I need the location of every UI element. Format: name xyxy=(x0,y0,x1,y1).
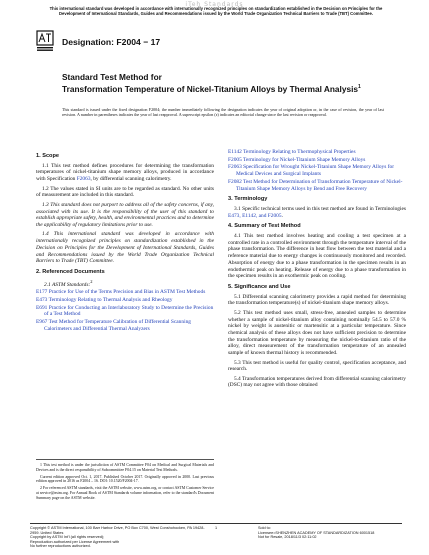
paragraph-1-3: 1.3 This standard does not purport to address all of the safety concerns, if any, associated with its use. It is the responsibility of the user of this standard to establish appropriate safety, health, and environmental practices and to determine the applicability of regulatory limitations prior to use. xyxy=(36,201,214,228)
title-line2 xyxy=(62,82,382,94)
reference-item xyxy=(36,319,214,332)
reference-item xyxy=(228,164,406,177)
footer-line: Not for Resale, 2018/11/3 02:11:02 xyxy=(258,535,317,540)
reference-item xyxy=(228,157,406,164)
text-span: 2.1 ASTM Standards: xyxy=(44,281,91,288)
footer-line: Sold to: xyxy=(258,526,271,530)
reference-item xyxy=(228,149,406,156)
paragraph-5-3: 5.3 This test method is useful for quality control, specification acceptance, and research. xyxy=(228,359,406,373)
title-block xyxy=(62,72,382,94)
watermark: iTeh Standards xyxy=(185,1,244,8)
link-f2063[interactable]: F2063 xyxy=(76,176,91,183)
footnote-1-edition: Current edition approved Oct. 1, 2017. Published October 2017. Originally approved in 2000. Last previous edition approved in 2016 as F2004 – 16. DOI: 10.1520/F2004-17. xyxy=(36,474,214,484)
left-column xyxy=(36,149,214,333)
reference-title: Test Method for Determination of Transformation Temperature of Nickel-Titanium Shape Memory Alloys by Bend and Free Recovery xyxy=(236,178,403,192)
reference-title: Terminology Relating to Thermophysical Properties xyxy=(243,149,356,155)
paragraph-5-2: 5.2 This test method uses small, stress-free, annealed samples to determine whether a sample of nickel-titanium alloy containing nominally 54.5 to 57.0 % nickel by weight is austenitic or martensitic at a particular temperature. Since chemical analysis of these alloys does not have sufficient precision to determine the transformation temperature by measuring the nickel-to-titanium ratio of the alloy, direct measurement of the transformation temperature of an annealed sample of known thermal history is recommended. xyxy=(228,309,406,357)
reference-title: Terminology Relating to Thermal Analysis and Rheology xyxy=(48,296,173,303)
footer-line: Copyright by ASTM Int'l (all rights reserved); xyxy=(30,535,105,540)
reference-title: Practice for Use of the Terms Precision and Bias in ASTM Test Methods xyxy=(48,289,206,296)
text-span: , by differential scanning calorimetry. xyxy=(90,176,172,183)
footer-line: No further reproductions authorized. xyxy=(30,544,91,549)
reference-code-link[interactable]: F2063 xyxy=(228,164,242,171)
page-number: 1 xyxy=(214,526,218,530)
right-column xyxy=(228,149,406,392)
title-superscript: 1 xyxy=(358,84,361,90)
reference-code-link[interactable]: E177 xyxy=(36,289,48,296)
paragraph-4-1: 4.1 This test method involves heating and cooling a test specimen at a controlled rate in a controlled environment through the temperature interval of the phase transformation. The difference in heat flow between the test material and a reference material due to energy changes is continuously monitored and recorded. Absorption of energy due to a phase transformation in the specimen results in an endothermic peak on heating. Release of energy due to a phase transformation in the specimen results in an exothermic peak on cooling. xyxy=(228,233,406,280)
text-span: 1.1 This test method defines procedures for determining the transformation temperatures of nickel-titanium shape memory alloys, produced in accordance with Specification xyxy=(36,162,214,183)
paragraph-3-1 xyxy=(228,206,406,219)
paragraph-1-4: 1.4 This international standard was developed in accordance with internationally recognized principles on standardization established in the Decision on Principles for the Development of International Standards, Guides and Recommendations issued by the World Trade Organization Technical Barriers to Trade (TBT) Committee. xyxy=(36,231,214,265)
paragraph-5-4: 5.4 Transformation temperatures derived from differential scanning calorimetry (DSC) may not agree with those obtained xyxy=(228,375,406,389)
footer-right xyxy=(258,526,408,540)
text-span: 3.1 Specific technical terms used in this test method are found in Terminologies xyxy=(234,205,406,212)
paragraph-1-1 xyxy=(36,163,214,183)
reference-item xyxy=(36,297,214,304)
section-heading-referenced-documents: 2. Referenced Documents xyxy=(36,268,105,275)
standard-notice: This standard is issued under the fixed designation F2004; the number immediately following the designation indicates the year of original adoption or, in the case of revision, the year of last revision. A number in parentheses indicates the year of last reapproval. A superscript epsilon (ε) indicates an editorial change since the last revision or reapproval. xyxy=(62,107,384,118)
footnote-1: 1 This test method is under the jurisdiction of ASTM Committee F04 on Medical and Surgical Materials and Devices and is the direct responsibility of Subcommittee F04.15 on Material Test Methods. xyxy=(36,463,214,472)
footer-copyright: Copyright © ASTM International, 100 Barr Harbor Drive, PO Box C700, West Conshohocken, PA 19428-2959. United States xyxy=(30,526,205,535)
terminology-links[interactable]: E473, E1142, and F2005 xyxy=(228,212,282,219)
footnote-ref: 2 xyxy=(90,278,93,284)
footnote-2: 2 For referenced ASTM standards, visit the ASTM website, www.astm.org, or contact ASTM Customer Service at service@astm.org. For Annual Book of ASTM Standards volume information, refer to the standard's Document Summary page on the ASTM website. xyxy=(36,486,214,500)
reference-title: Test Method for Temperature Calibration of Differential Scanning Calorimeters and Differential Thermal Analyzers xyxy=(44,318,191,332)
reference-item xyxy=(36,305,214,318)
section-heading-scope: 1. Scope xyxy=(36,153,60,159)
footer-divider xyxy=(30,523,402,524)
designation: Designation: F2004 − 17 xyxy=(62,37,161,47)
top-notice: This international standard was developed in accordance with internationally recognized principles on standardization established in the Decision on Principles for the Development of International Standards, Guides and Recommendations issued by the World Trade Organization Technical Barriers to Trade (TBT) Committee. xyxy=(49,6,383,17)
reference-title: Practice for Conducting an Interlaboratory Study to Determine the Precision of a Test Method xyxy=(44,304,214,318)
footnotes xyxy=(36,459,214,503)
astm-logo-icon xyxy=(36,30,54,52)
section-heading-summary: 4. Summary of Test Method xyxy=(228,223,301,230)
reference-code-link[interactable]: F2005 xyxy=(228,156,242,163)
reference-title: Specification for Wrought Nickel-Titanium Shape Memory Alloys for Medical Devices and Surgical Implants xyxy=(236,164,394,178)
reference-code-link[interactable]: E967 xyxy=(36,318,48,325)
text-span: . xyxy=(281,212,283,219)
reference-code-link[interactable]: E473 xyxy=(36,296,48,303)
reference-code-link[interactable]: F2082 xyxy=(228,178,242,185)
reference-title: Terminology for Nickel-Titanium Shape Memory Alloys xyxy=(243,156,366,163)
title-line1: Standard Test Method for xyxy=(62,72,162,82)
reference-item xyxy=(228,179,406,192)
reference-code-link[interactable]: E691 xyxy=(36,304,48,311)
title-main: Transformation Temperature of Nickel-Titanium Alloys by Thermal Analysis xyxy=(62,83,358,94)
footer-license: Licensee=SHENZHEN ACADEMY OF STANDARDIZATION 6001518 xyxy=(258,530,375,535)
footer-line: Reproduction authorized per License Agreement with xyxy=(30,539,120,544)
section-heading-terminology: 3. Terminology xyxy=(228,196,268,203)
paragraph-1-2: 1.2 The values stated in SI units are to be regarded as standard. No other units of measurement are included in this standard. xyxy=(36,185,214,199)
paragraph-5-1: 5.1 Differential scanning calorimetry provides a rapid method for determining the transformation temperature(s) of nickel-titanium shape memory alloys. xyxy=(228,293,406,307)
reference-item xyxy=(36,289,214,296)
section-heading-significance: 5. Significance and Use xyxy=(228,283,291,290)
reference-code-link[interactable]: E1142 xyxy=(228,149,242,155)
astm-standards-label xyxy=(36,279,214,289)
